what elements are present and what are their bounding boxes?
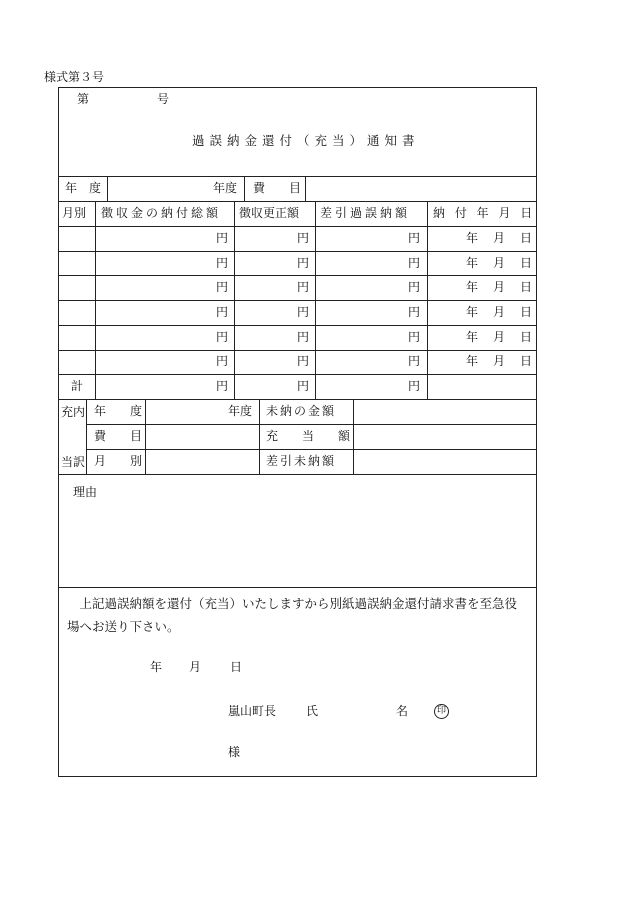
- yen-unit: 円: [297, 330, 310, 344]
- divider-header: [58, 176, 537, 177]
- date-year-unit: 年: [466, 231, 479, 245]
- number-suffix: 号: [157, 92, 170, 106]
- date-year-unit: 年: [466, 354, 479, 368]
- appro-expense-label: 費 目: [94, 429, 143, 443]
- yen-unit: 円: [408, 354, 421, 368]
- date-month-unit: 月: [493, 231, 506, 245]
- form-number-label: 様式第３号: [44, 70, 105, 84]
- date-month-unit: 月: [493, 280, 506, 294]
- yen-unit: 円: [408, 280, 421, 294]
- appropriation-side-label-bottom: 当訳: [61, 455, 86, 469]
- divider-table-header: [58, 226, 537, 227]
- appro-year-suffix: 年度: [228, 404, 253, 418]
- vline-appro-value: [259, 399, 260, 474]
- divider-row-1: [58, 251, 537, 252]
- divider-appro-2: [86, 449, 537, 450]
- date-year-unit: 年: [466, 280, 479, 294]
- name-label-2: 名: [396, 704, 409, 718]
- col-header-month: 月別: [62, 206, 87, 220]
- appropriated-amount-label: 充 当 額: [266, 429, 351, 443]
- divider-total: [58, 399, 537, 400]
- divider-reason: [58, 587, 537, 588]
- total-label: 計: [71, 379, 84, 393]
- reason-label: 理由: [73, 485, 98, 499]
- divider-appro-end: [58, 474, 537, 475]
- yen-unit: 円: [216, 354, 229, 368]
- yen-unit: 円: [297, 280, 310, 294]
- vline-col-2: [234, 201, 235, 399]
- seal-mark: 印: [434, 704, 449, 719]
- yen-unit: 円: [297, 305, 310, 319]
- vline-appro-label: [145, 399, 146, 474]
- yen-unit: 円: [297, 354, 310, 368]
- unpaid-amount-label: 未納の金額: [266, 404, 337, 418]
- vline-col-4: [427, 201, 428, 399]
- year-label: 年 度: [65, 181, 102, 195]
- date-year-unit: 年: [466, 256, 479, 270]
- col-header-correction: 徴収更正額: [239, 206, 300, 220]
- date-month-unit: 月: [493, 305, 506, 319]
- col-header-overpaid: 差引過誤納額: [320, 206, 411, 220]
- date-year-label: 年: [150, 660, 163, 674]
- honorific-label: 様: [228, 745, 241, 759]
- col-header-total-paid: 徴収金の納付総額: [101, 206, 222, 220]
- remaining-unpaid-label: 差引未納額: [266, 454, 337, 468]
- appro-year-label: 年 度: [94, 404, 143, 418]
- vline-year-label: [107, 176, 108, 201]
- divider-appro-1: [86, 424, 537, 425]
- divider-year-row: [58, 201, 537, 202]
- divider-row-3: [58, 300, 537, 301]
- yen-unit: 円: [408, 231, 421, 245]
- appropriation-side-label-top: 充内: [61, 405, 86, 419]
- appro-month-label: 月 別: [94, 454, 143, 468]
- vline-year-value: [244, 176, 245, 201]
- yen-unit: 円: [408, 256, 421, 270]
- yen-unit: 円: [216, 379, 229, 393]
- yen-unit: 円: [216, 305, 229, 319]
- vline-appro-side: [86, 399, 87, 474]
- yen-unit: 円: [297, 231, 310, 245]
- date-month-unit: 月: [493, 330, 506, 344]
- date-month-unit: 月: [493, 354, 506, 368]
- date-day-unit: 日: [520, 231, 533, 245]
- date-month-label: 月: [189, 660, 202, 674]
- name-label-1: 氏: [306, 704, 319, 718]
- vline-col-3: [315, 201, 316, 399]
- yen-unit: 円: [408, 379, 421, 393]
- date-day-unit: 日: [520, 256, 533, 270]
- col-header-payment-date: 納 付 年 月 日: [433, 206, 536, 220]
- yen-unit: 円: [216, 256, 229, 270]
- date-day-unit: 日: [520, 330, 533, 344]
- vline-appro-right-label: [353, 399, 354, 474]
- yen-unit: 円: [408, 305, 421, 319]
- divider-row-4: [58, 325, 537, 326]
- vline-expense-label: [305, 176, 306, 201]
- date-day-label: 日: [230, 660, 243, 674]
- date-year-unit: 年: [466, 305, 479, 319]
- date-day-unit: 日: [520, 280, 533, 294]
- date-month-unit: 月: [493, 256, 506, 270]
- expense-label: 費 目: [253, 181, 302, 195]
- divider-row-5: [58, 350, 537, 351]
- divider-row-6: [58, 374, 537, 375]
- date-day-unit: 日: [520, 354, 533, 368]
- yen-unit: 円: [297, 256, 310, 270]
- yen-unit: 円: [297, 379, 310, 393]
- yen-unit: 円: [216, 280, 229, 294]
- number-prefix: 第: [77, 92, 90, 106]
- notice-message: 上記過誤納額を還付（充当）いたしますから別紙過誤納金還付請求書を至急役場へお送り下さい。: [67, 596, 518, 634]
- yen-unit: 円: [216, 231, 229, 245]
- divider-row-2: [58, 275, 537, 276]
- document-title: 過誤納金還付（充当）通知書: [192, 133, 420, 148]
- date-day-unit: 日: [520, 305, 533, 319]
- vline-col-1: [95, 201, 96, 399]
- yen-unit: 円: [216, 330, 229, 344]
- issuer-title: 嵐山町長: [228, 704, 277, 718]
- year-suffix: 年度: [213, 181, 238, 195]
- yen-unit: 円: [408, 330, 421, 344]
- date-year-unit: 年: [466, 330, 479, 344]
